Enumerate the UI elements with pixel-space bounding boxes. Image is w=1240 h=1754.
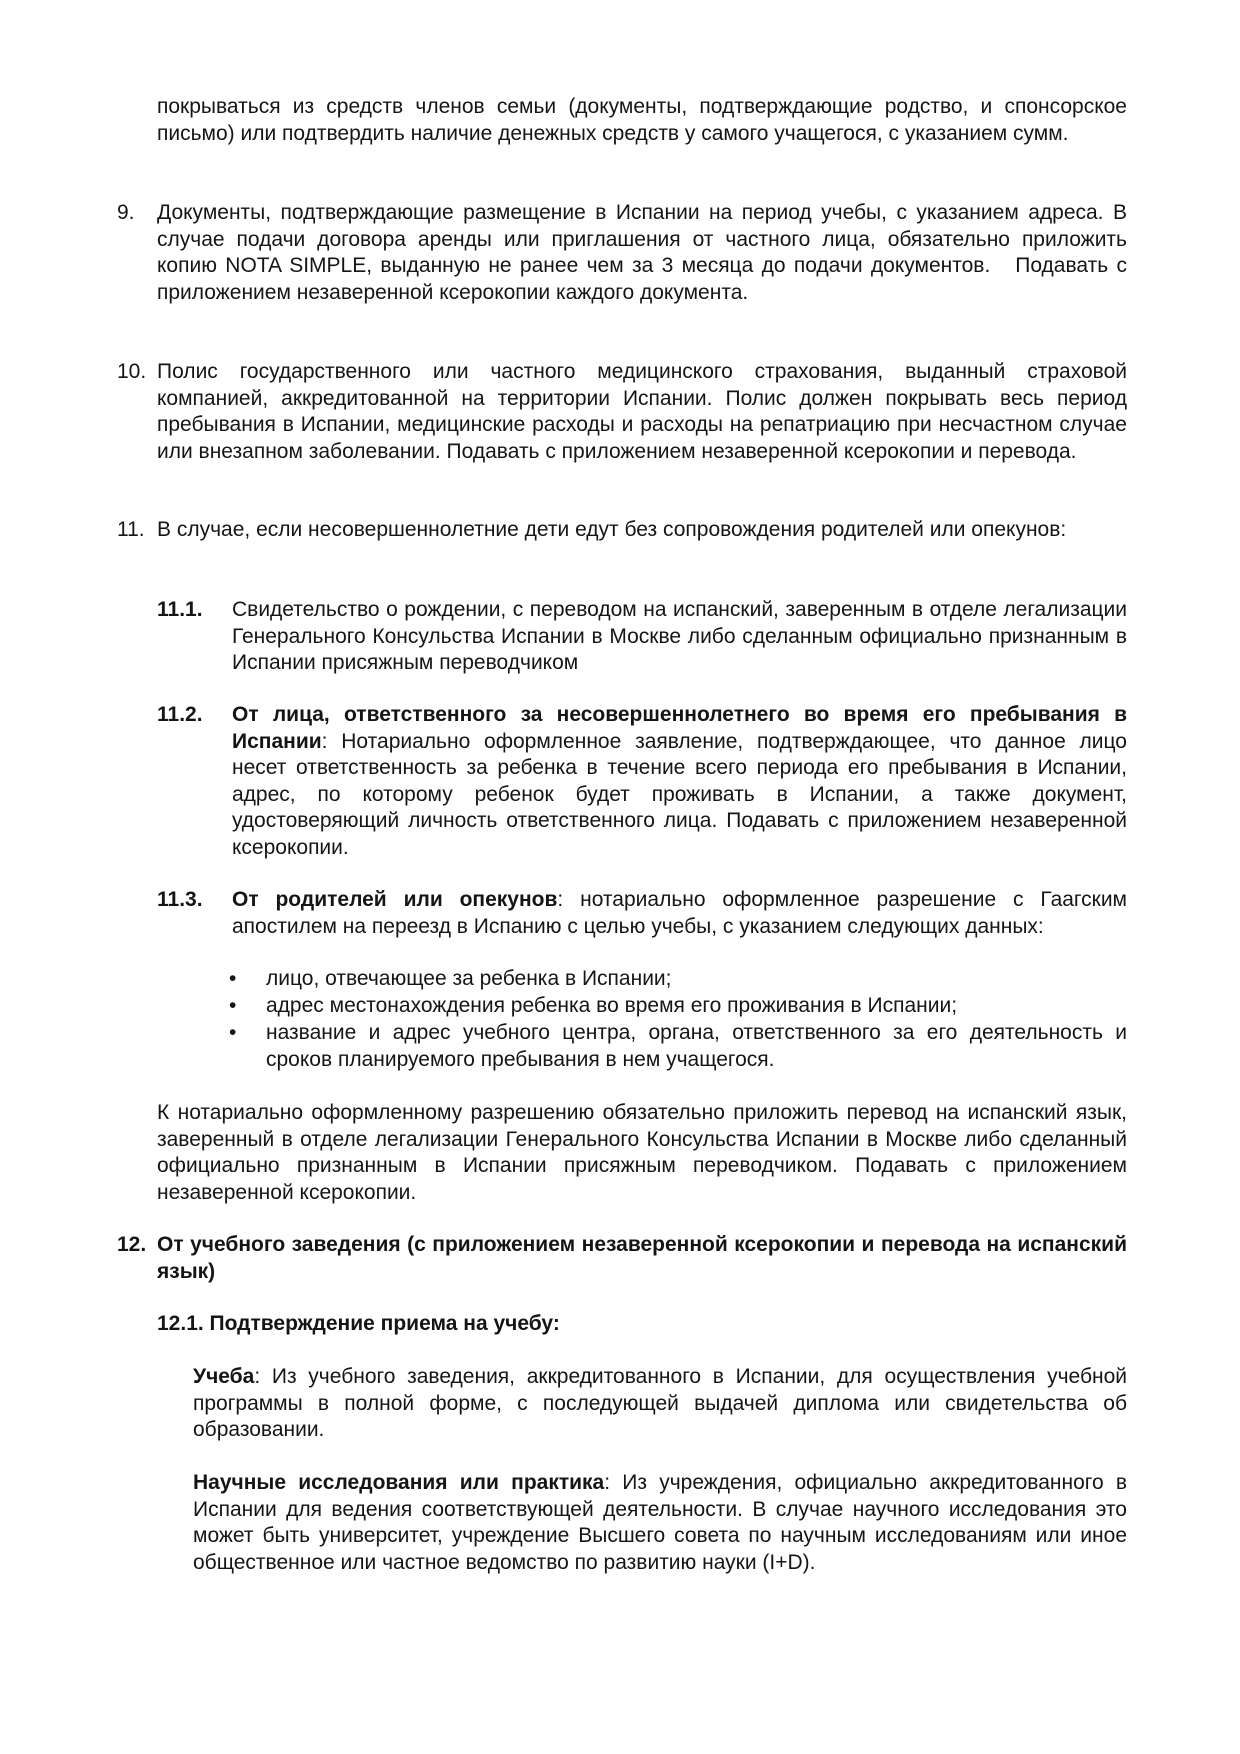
sub-item-body: Свидетельство о рождении, с переводом на испанский, заверенным в отделе легализации Генерального Консульства Испании в Москве либо сделанным официально признанным в Испании присяжным переводчиком [232,598,1127,675]
sub-item-text [232,597,1127,677]
bullet-item: название и адрес учебного центра, органа, ответственного за его деятельность и сроков планируемого пребывания в нем учащегося. [266,1021,1127,1071]
sub-item-bold-lead: От лица, ответственного за несовершеннолетнего во время его пребывания в Испании [232,703,1127,753]
sub-item-number: 11.3. [157,888,203,911]
bullet-icon: • [229,967,237,990]
sub-item-12-1-heading: 12.1. Подтверждение приема на учебу: [157,1312,560,1335]
sub-item-number: 11.2. [157,703,203,726]
study-body: : Из учебного заведения, аккредитованного в Испании, для осуществления учебной программы в полной форме, с последующей выдачей диплома или свидетельства об образовании. [193,1365,1127,1442]
sub-item-bold-lead: От родителей или опекунов [232,888,558,911]
item-text: Полис государственного или частного медицинского страхования, выданный страховой компанией, аккредитованной на территории Испании. Полис должен покрывать весь период пребывания в Испании, медицинские расходы и расходы на репатриацию при несчастном случае или внезапном заболевании. Подавать с приложением незаверенной ксерокопии и перевода. [157,360,1127,463]
sub-item-body: : нотариально оформленное разрешение с Гаагским апостилем на переезд в Испанию с целью учебы, с указанием следующих данных: [232,888,1127,938]
research-bold-lead: Научные исследования или практика [193,1471,605,1494]
item-number: 12. [117,1233,147,1256]
sub-item-text [232,887,1127,940]
sub-item-body: : Нотариально оформленное заявление, подтверждающее, что данное лицо несет ответственность за ребенка в течение всего периода его пребывания в Испании, адрес, по которому ребенок будет проживать в Испании, а также документ, удостоверяющий личность ответственного лица. Подавать с приложением незаверенной ксерокопии. [232,729,1127,859]
bullet-item: адрес местонахождения ребенка во время его проживания в Испании; [266,994,958,1017]
bullet-icon: • [229,994,237,1017]
continuation-paragraph: покрываться из средств членов семьи (документы, подтверждающие родство, и спонсорское письмо) или подтвердить наличие денежных средств у самого учащегося, с указанием сумм. [157,95,1127,145]
sub-item-number: 11.1. [157,598,203,621]
item-number: 9. [117,201,135,224]
research-paragraph [193,1470,1127,1576]
sub-item-text [232,702,1127,862]
item-number: 11. [117,518,145,541]
bullet-icon: • [229,1021,237,1044]
study-bold-lead: Учеба [193,1365,255,1388]
study-paragraph [193,1364,1127,1444]
item-text: В случае, если несовершеннолетние дети едут без сопровождения родителей или опекунов: [157,518,1067,541]
item-number: 10. [117,360,147,383]
bullet-item: лицо, отвечающее за ребенка в Испании; [266,967,672,990]
item-text: Документы, подтверждающие размещение в Испании на период учебы, с указанием адреса. В случае подачи договора аренды или приглашения от частного лица, обязательно приложить копию NOTA SIMPLE, выданную не ранее чем за 3 месяца до подачи документов. Подавать с приложением незаверенной ксерокопии каждого документа. [157,201,1127,304]
note-paragraph: К нотариально оформленному разрешению обязательно приложить перевод на испанский язык, заверенный в отделе легализации Генерального Консульства Испании в Москве либо сделанный официально признанным в Испании присяжным переводчиком. Подавать с приложением незаверенной ксерокопии. [157,1101,1127,1204]
item-text: От учебного заведения (с приложением незаверенной ксерокопии и перевода на испанский язык) [157,1233,1127,1283]
research-body: : Из учреждения, официально аккредитованного в Испании для ведения соответствующей деятельности. В случае научного исследования это может быть университет, учреждение Высшего совета по научным исследованиям или иное общественное или частное ведомство по развитию науки (I+D). [193,1471,1127,1574]
